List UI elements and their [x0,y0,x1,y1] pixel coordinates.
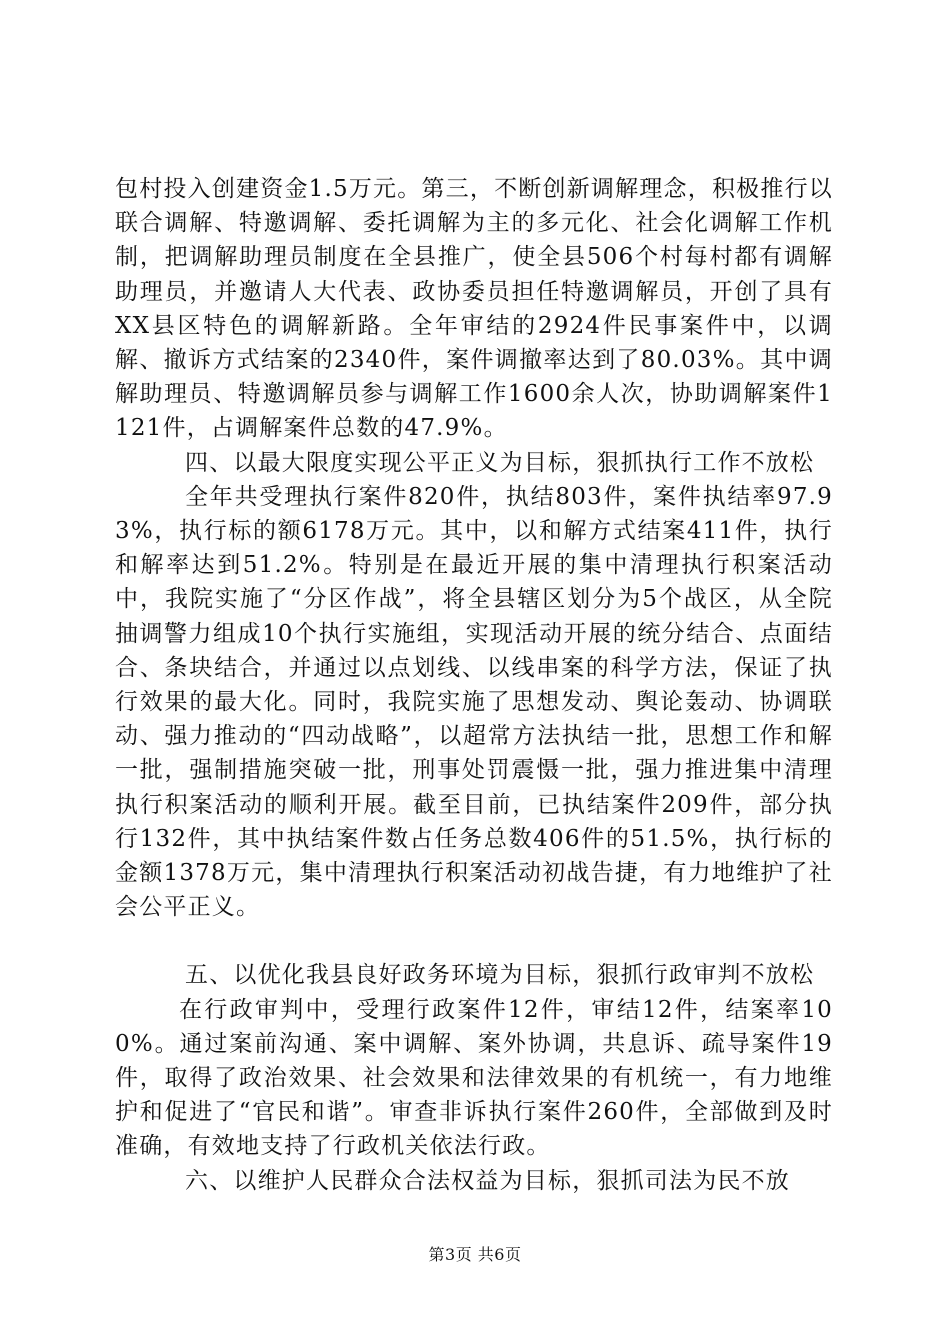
paragraph-enforcement: 全年共受理执行案件820件，执结803件，案件执结率97.93%，执行标的额6178万元。其中，以和解方式结案411件，执行和解率达到51.2%。特别是在最近开展的集中清理执行积案活动中，我院实施了“分区作战”，将全县辖区划分为5个战区，从全院抽调警力组成10个执行实施组，实现活动开展的统分结合、点面结合、条块结合，并通过以点划线、以线串案的科学方法，保证了执行效果的最大化。同时，我院实施了思想发动、舆论轰动、协调联动、强力推动的“四动战略”，以超常方法执结一批，思想工作和解一批，强制措施突破一批，刑事处罚震慑一批，强力推进集中清理执行积案活动的顺利开展。截至目前，已执结案件209件，部分执行132件，其中执结案件数占任务总数406件的51.5%，执行标的金额1378万元，集中清理执行积案活动初战告捷，有力地维护了社会公平正义。 [115,483,833,921]
paragraph-mediation: 包村投入创建资金1.5万元。第三，不断创新调解理念，积极推行以联合调解、特邀调解、委托调解为主的多元化、社会化调解工作机制，把调解助理员制度在全县推广，使全县506个村每村都有调解助理员，并邀请人大代表、政协委员担任特邀调解员，开创了具有XX县区特色的调解新路。全年审结的2924件民事案件中，以调解、撤诉方式结案的2340件，案件调撤率达到了80.03%。其中调解助理员、特邀调解员参与调解工作1600余人次，协助调解案件1121件，占调解案件总数的47.9%。 [115,176,833,442]
blank-line [115,924,833,958]
section-heading-6: 六、以维护人民群众合法权益为目标，狠抓司法为民不放 [185,1167,790,1194]
page-number-footer: 第3页 共6页 [428,1245,522,1264]
section-heading-4: 四、以最大限度实现公平正义为目标，狠抓执行工作不放松 [185,449,815,476]
section-heading-5: 五、以优化我县良好政务环境为目标，狠抓行政审判不放松 [185,962,815,989]
document-body [115,172,833,1198]
paragraph-administrative-trial: 在行政审判中，受理行政案件12件，审结12件，结案率100%。通过案前沟通、案中调解、案外协调，共息诉、疏导案件19件，取得了政治效果、社会效果和法律效果的有机统一，有力地维护和促进了“官民和谐”。审查非诉执行案件260件，全部做到及时准确，有效地支持了行政机关依法行政。 [115,996,833,1160]
